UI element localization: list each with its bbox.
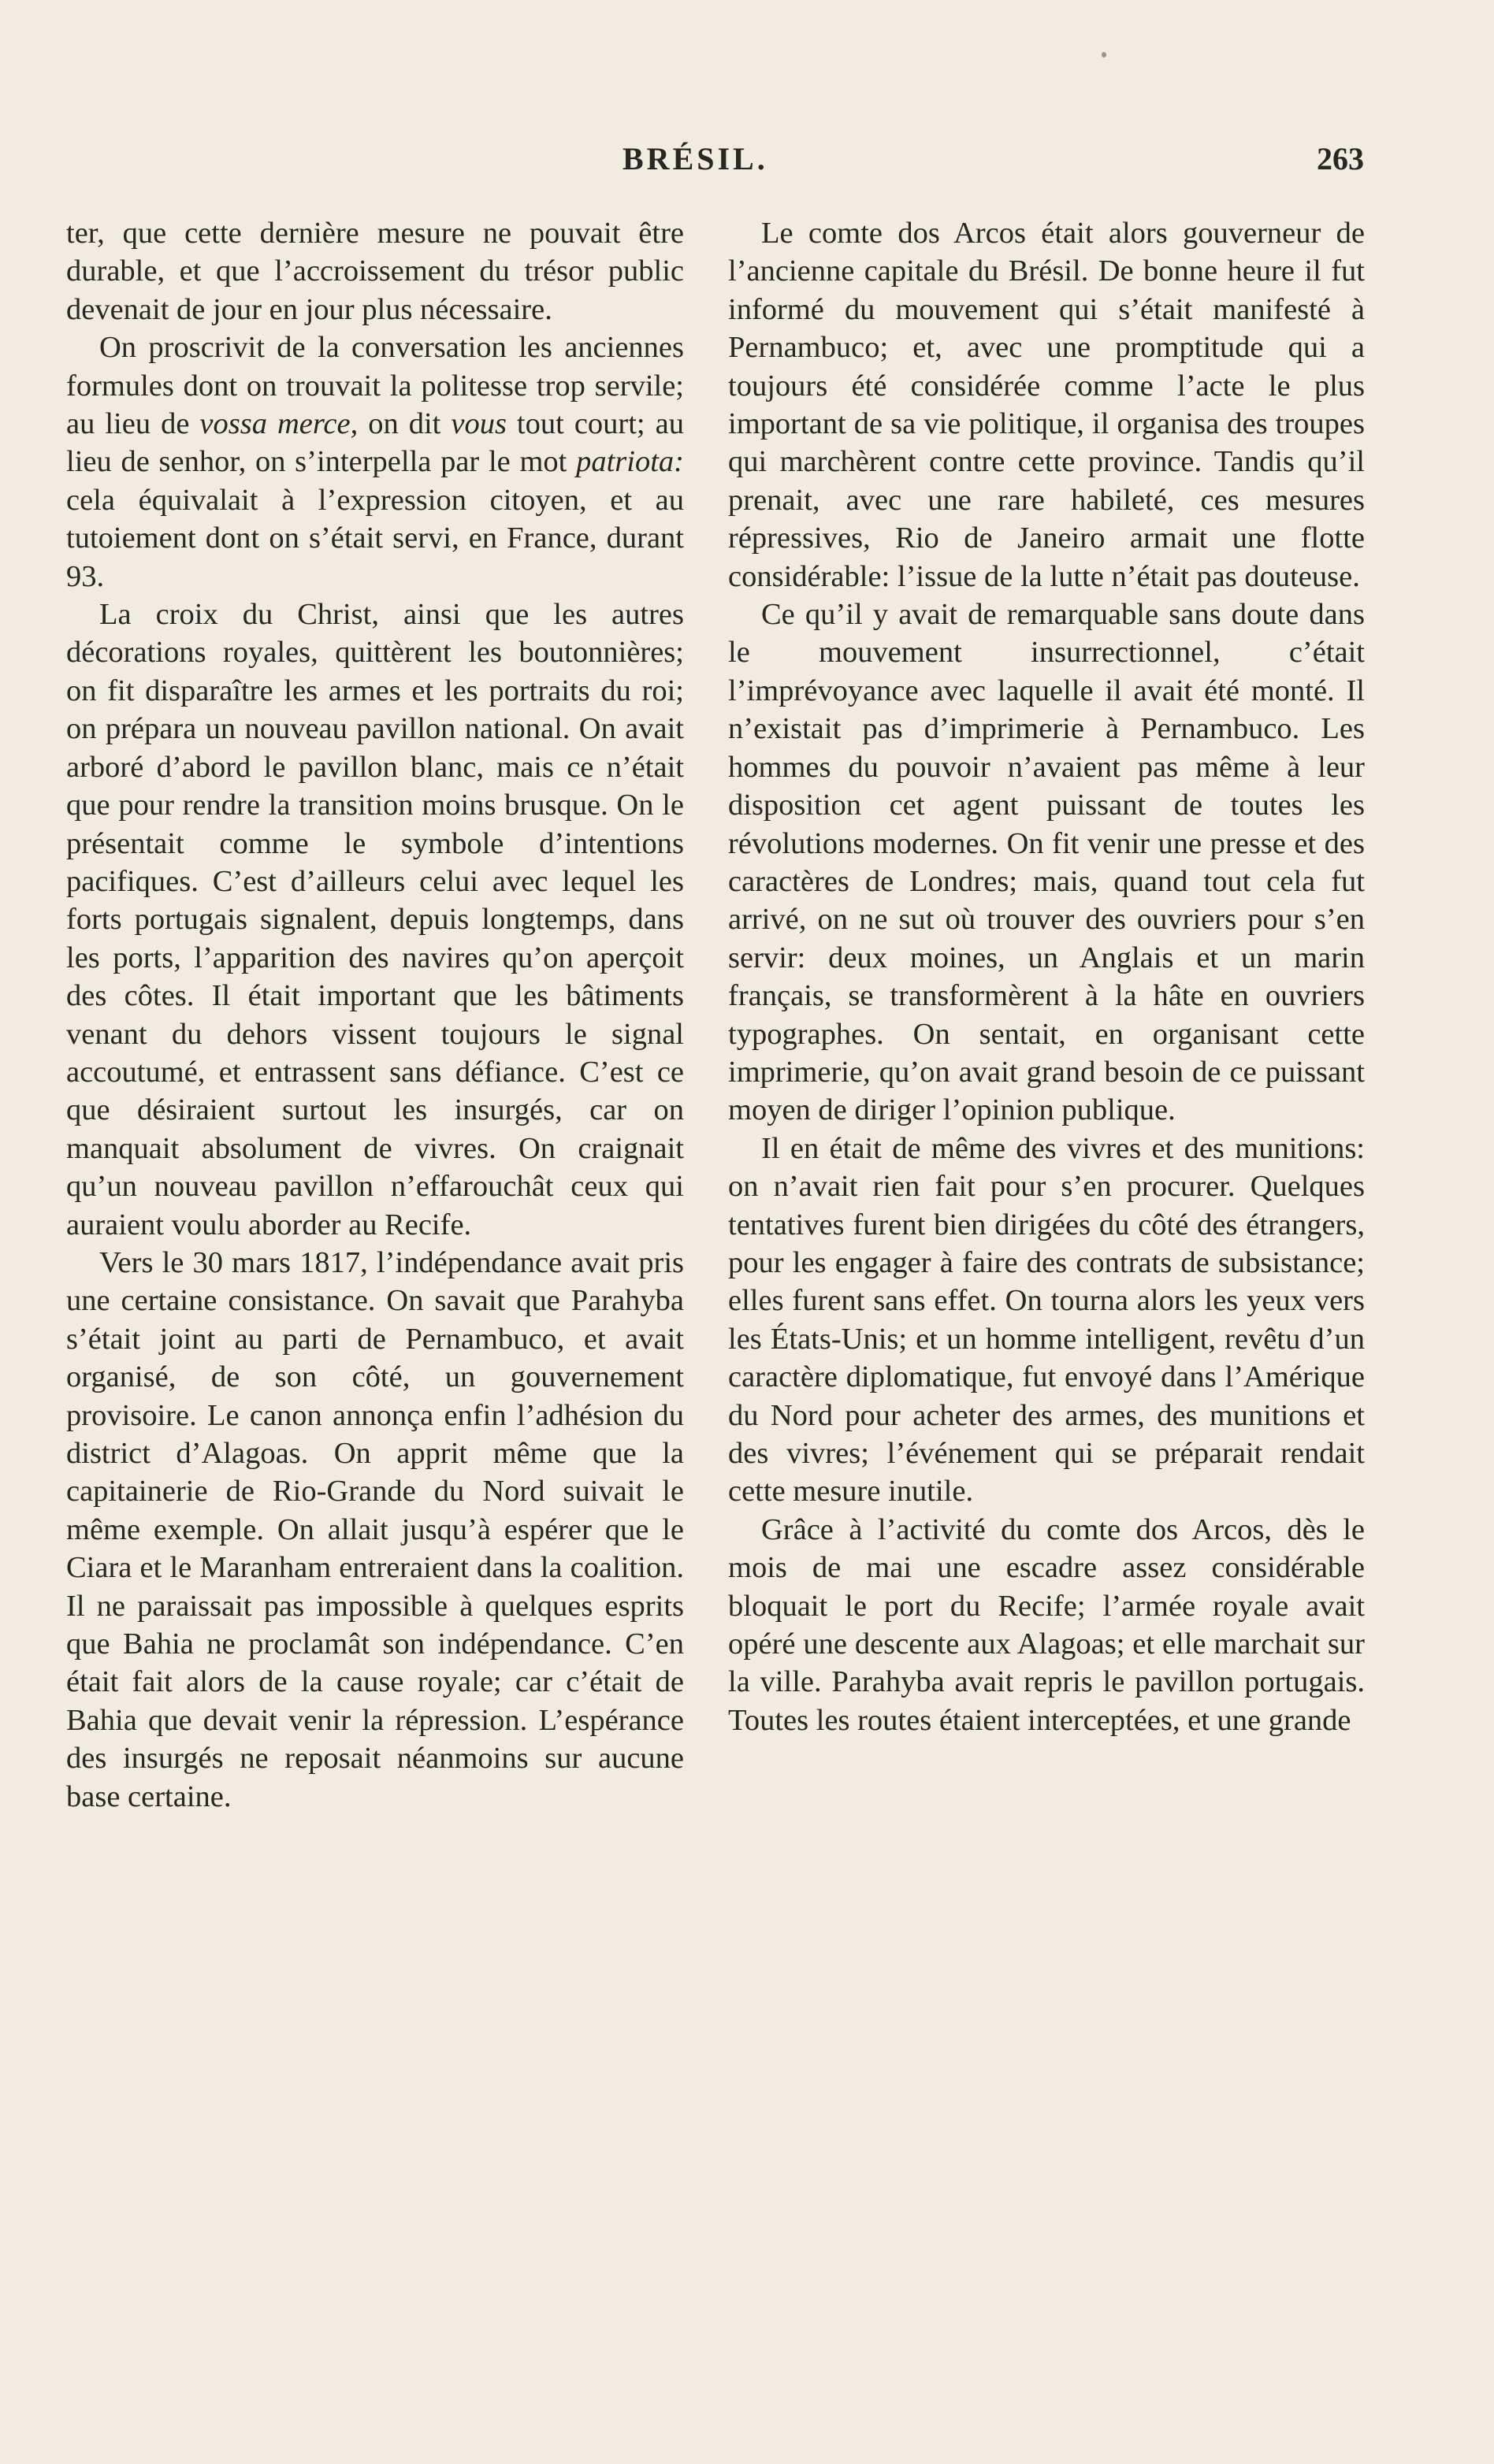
text-run: cela équivalait à l’expression citoyen, et au tutoiement dont on s’était servi, en France, durant 93.	[66, 483, 684, 593]
italic-term-vous: vous	[451, 407, 507, 441]
right-paragraph-1: Le comte dos Arcos était alors gouverneur de l’ancienne capitale du Brésil. De bonne heure il fut informé du mouvement qui s’était manifesté à Pernambuco; et, avec une promptitude qui a toujours été considérée comme l’acte le plus important de sa vie politique, il organisa des troupes qui marchèrent contre cette province. Tandis qu’il prenait, avec une rare habileté, ces mesures répressives, Rio de Janeiro armait une flotte considérable: l’issue de la lutte n’était pas douteuse.	[728, 217, 1365, 593]
right-paragraph-4: Grâce à l’activité du comte dos Arcos, dès le mois de mai une escadre assez considérable bloquait le port du Recife; l’armée royale avait opéré une descente aux Alagoas; et elle marchait sur la ville. Parahyba avait repris le pavillon portugais. Toutes les routes étaient interceptées, et une grande	[728, 1512, 1365, 1737]
page-number: 263	[1317, 141, 1364, 176]
left-paragraph-2	[66, 328, 684, 596]
page-header	[0, 140, 1494, 187]
text-run: on dit	[358, 407, 452, 441]
text-run: tout court; au lieu de senhor, on s’interpella par le mot	[66, 407, 684, 479]
italic-term-patriota: patriota:	[576, 445, 684, 479]
left-paragraph-1: ter, que cette dernière mesure ne pouvait être durable, et que l’accroissement du trésor public devenait de jour en jour plus nécessaire.	[66, 217, 684, 326]
italic-term-vossa-merce: vossa merce,	[199, 407, 359, 441]
print-speck	[1102, 52, 1106, 58]
right-paragraph-2: Ce qu’il y avait de remarquable sans doute dans le mouvement insurrectionnel, c’était l’imprévoyance avec laquelle il avait été monté. Il n’existait pas d’imprimerie à Pernambuco. Les hommes du pouvoir n’avaient pas même à leur disposition cet agent puissant de toutes les révolutions modernes. On fit venir une presse et des caractères de Londres; mais, quand tout cela fut arrivé, on ne sut où trouver des ouvriers pour s’en servir: deux moines, un Anglais et un marin français, se transformèrent à la hâte en ouvriers typographes. On sentait, en organisant cette imprimerie, qu’on avait grand besoin de ce puissant moyen de diriger l’opinion publique.	[728, 598, 1365, 1127]
left-paragraph-3: La croix du Christ, ainsi que les autres décorations royales, quittèrent les boutonnières; on fit disparaître les armes et les portraits du roi; on prépara un nouveau pavillon national. On avait arboré d’abord le pavillon blanc, mais ce n’était que pour rendre la transition moins brusque. On le présentait comme le symbole d’intentions pacifiques. C’est d’ailleurs celui avec lequel les forts portugais signalent, depuis longtemps, dans les ports, l’apparition des navires qu’on aperçoit des côtes. Il était important que les bâtiments venant du dehors vissent toujours le signal accoutumé, et entrassent sans défiance. C’est ce que désiraient surtout les insurgés, car on manquait absolument de vivres. On craignait qu’un nouveau pavillon n’effarouchât ceux qui auraient voulu aborder au Recife.	[66, 598, 684, 1241]
left-column	[66, 214, 684, 1816]
running-title: BRÉSIL.	[622, 141, 768, 176]
right-column	[728, 214, 1365, 1739]
right-paragraph-3: Il en était de même des vivres et des munitions: on n’avait rien fait pour s’en procurer. Quelques tentatives furent bien dirigées du côté des étrangers, pour les engager à faire des contrats de subsistance; elles furent sans effet. On tourna alors les yeux vers les États-Unis; et un homme intelligent, revêtu d’un caractère diplomatique, fut envoyé dans l’Amérique du Nord pour acheter des armes, des munitions et des vivres; l’événement qui se préparait rendait cette mesure inutile.	[728, 1131, 1365, 1508]
left-paragraph-4: Vers le 30 mars 1817, l’indépendance avait pris une certaine consistance. On savait que Parahyba s’était joint au parti de Pernambuco, et avait organisé, de son côté, un gouvernement provisoire. Le canon annonça enfin l’adhésion du district d’Alagoas. On apprit même que la capitainerie de Rio-Grande du Nord suivait le même exemple. On allait jusqu’à espérer que le Ciara et le Maranham entreraient dans la coalition. Il ne paraissait pas impossible à quelques esprits que Bahia ne proclamât son indépendance. C’en était fait alors de la cause royale; car c’était de Bahia que devait venir la répression. L’espérance des insurgés ne reposait néanmoins sur aucune base certaine.	[66, 1245, 684, 1813]
text-run: On proscrivit de la conversation les anciennes formules dont on trouvait la politesse trop servile; au lieu de	[66, 331, 684, 441]
